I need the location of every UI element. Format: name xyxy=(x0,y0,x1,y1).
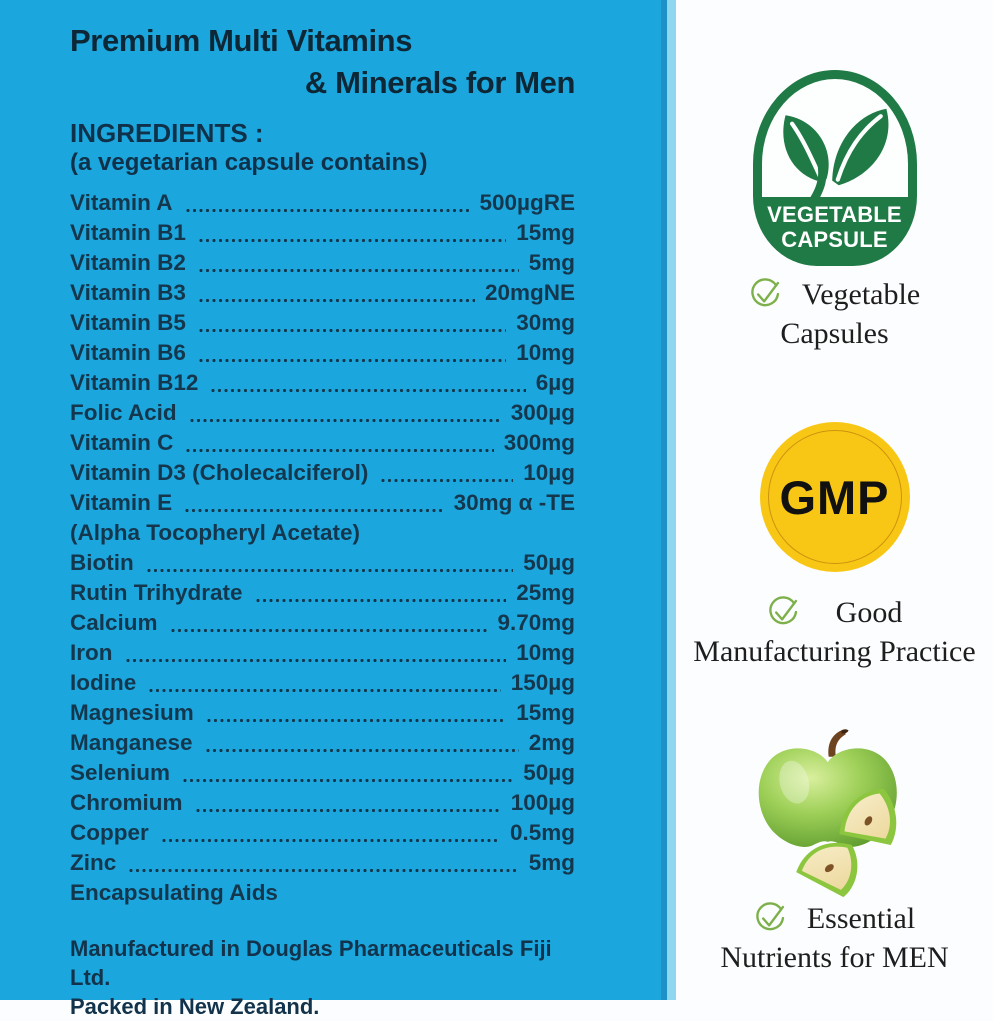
ingredient-value: 10µg xyxy=(523,460,575,486)
ingredient-row xyxy=(70,250,575,280)
ingredient-value: 10mg xyxy=(516,340,575,366)
apple-caption xyxy=(655,900,993,976)
dot-leader xyxy=(198,268,519,273)
ingredient-name: Vitamin D3 (Cholecalciferol) xyxy=(70,460,368,486)
badge-leaf-window xyxy=(762,79,908,197)
ingredient-row xyxy=(70,220,575,250)
ingredient-name: Calcium xyxy=(70,610,158,636)
ingredient-value: 300mg xyxy=(504,430,575,456)
ingredient-row xyxy=(70,820,575,850)
ingredient-row xyxy=(70,310,575,340)
ingredient-rows xyxy=(70,190,575,910)
manufacturer-line1: Manufactured in Douglas Pharmaceuticals Fiji Ltd. xyxy=(70,934,575,992)
ingredient-row xyxy=(70,340,575,370)
vegetable-capsule-badge xyxy=(753,70,917,266)
ingredient-value: 300µg xyxy=(511,400,575,426)
gmp-caption-line1: Good xyxy=(836,594,903,631)
panel-edge-light xyxy=(667,0,676,1000)
ingredient-row xyxy=(70,640,575,670)
ingredient-name: Iron xyxy=(70,640,113,666)
apple-caption-line1: Essential xyxy=(807,900,915,937)
ingredient-name: Vitamin B5 xyxy=(70,310,186,336)
ingredient-value: 6µg xyxy=(536,370,575,396)
ingredient-row xyxy=(70,430,575,460)
ingredient-value: 25mg xyxy=(516,580,575,606)
badge-column xyxy=(676,0,993,1000)
ingredient-value: 150µg xyxy=(511,670,575,696)
ingredient-row xyxy=(70,880,575,910)
check-circle-icon xyxy=(767,596,800,629)
ingredient-row xyxy=(70,760,575,790)
ingredient-name: Manganese xyxy=(70,730,193,756)
ingredient-name: Vitamin C xyxy=(70,430,173,456)
ingredient-name: Selenium xyxy=(70,760,170,786)
badge-text xyxy=(753,202,917,252)
ingredient-value: 50µg xyxy=(523,760,575,786)
dot-leader xyxy=(184,508,444,513)
gmp-caption xyxy=(655,594,993,670)
ingredient-row xyxy=(70,610,575,640)
vegetable-caption xyxy=(655,276,993,352)
ingredient-value: 2mg xyxy=(529,730,575,756)
ingredient-name: Zinc xyxy=(70,850,116,876)
ingredient-name: (Alpha Tocopheryl Acetate) xyxy=(70,520,360,546)
check-circle-icon xyxy=(749,278,782,311)
ingredient-name: Rutin Trihydrate xyxy=(70,580,243,606)
ingredient-name: Vitamin B6 xyxy=(70,340,186,366)
dot-leader xyxy=(380,478,513,483)
ingredient-name: Magnesium xyxy=(70,700,194,726)
ingredient-row xyxy=(70,370,575,400)
ingredient-value: 30mg α -TE xyxy=(454,490,575,516)
ingredient-value: 30mg xyxy=(516,310,575,336)
ingredient-row xyxy=(70,790,575,820)
leaves-icon xyxy=(763,91,907,197)
ingredient-row xyxy=(70,550,575,580)
product-title-line2: & Minerals for Men xyxy=(70,64,575,102)
dot-leader xyxy=(195,808,501,813)
apple-caption-line2: Nutrients for MEN xyxy=(655,939,993,976)
green-apple-with-slices-icon xyxy=(740,726,930,898)
ingredient-value: 9.70mg xyxy=(497,610,575,636)
ingredient-row xyxy=(70,280,575,310)
ingredient-value: 10mg xyxy=(516,640,575,666)
badge-text-line2: CAPSULE xyxy=(753,227,917,252)
ingredient-value: 5mg xyxy=(529,850,575,876)
dot-leader xyxy=(255,598,507,603)
dot-leader xyxy=(198,298,475,303)
ingredient-name: Vitamin B2 xyxy=(70,250,186,276)
dot-leader xyxy=(182,778,513,783)
dot-leader xyxy=(148,688,501,693)
dot-leader xyxy=(189,418,501,423)
ingredient-name: Vitamin A xyxy=(70,190,173,216)
ingredient-row xyxy=(70,700,575,730)
ingredient-row xyxy=(70,520,575,550)
manufacturer-note xyxy=(70,934,575,1021)
ingredient-name: Vitamin B12 xyxy=(70,370,198,396)
ingredient-name: Biotin xyxy=(70,550,134,576)
ingredient-name: Folic Acid xyxy=(70,400,177,426)
manufacturer-line2: Packed in New Zealand. xyxy=(70,992,575,1021)
dot-leader xyxy=(161,838,500,843)
ingredient-row xyxy=(70,190,575,220)
dot-leader xyxy=(210,388,525,393)
ingredient-row xyxy=(70,490,575,520)
dot-leader xyxy=(206,718,506,723)
ingredient-value: 100µg xyxy=(511,790,575,816)
dot-leader xyxy=(146,568,514,573)
dot-leader xyxy=(170,628,488,633)
dot-leader xyxy=(198,328,506,333)
product-title-line1: Premium Multi Vitamins xyxy=(70,22,575,60)
dot-leader xyxy=(125,658,507,663)
ingredient-value: 50µg xyxy=(523,550,575,576)
dot-leader xyxy=(185,448,493,453)
ingredients-heading: INGREDIENTS : xyxy=(70,118,575,148)
ingredient-row xyxy=(70,670,575,700)
gmp-caption-line2: Manufacturing Practice xyxy=(655,633,993,670)
check-circle-icon xyxy=(754,902,787,935)
ingredient-name: Vitamin E xyxy=(70,490,172,516)
vegetable-caption-line1: Vegetable xyxy=(802,276,920,313)
ingredient-name: Vitamin B1 xyxy=(70,220,186,246)
ingredient-row xyxy=(70,730,575,760)
dot-leader xyxy=(205,748,519,753)
ingredient-value: 500µgRE xyxy=(479,190,575,216)
ingredient-name: Iodine xyxy=(70,670,136,696)
dot-leader xyxy=(128,868,518,873)
badge-text-line1: VEGETABLE xyxy=(753,202,917,227)
ingredients-subheading: (a vegetarian capsule contains) xyxy=(70,148,575,178)
vegetable-caption-line2: Capsules xyxy=(655,315,993,352)
dot-leader xyxy=(198,238,506,243)
ingredient-name: Copper xyxy=(70,820,149,846)
ingredient-value: 15mg xyxy=(516,700,575,726)
ingredient-row xyxy=(70,850,575,880)
ingredient-value: 15mg xyxy=(516,220,575,246)
dot-leader xyxy=(198,358,506,363)
ingredient-value: 0.5mg xyxy=(510,820,575,846)
ingredient-value: 5mg xyxy=(529,250,575,276)
ingredient-row xyxy=(70,580,575,610)
label-content xyxy=(70,22,575,1021)
ingredient-name: Chromium xyxy=(70,790,183,816)
ingredient-value: 20mgNE xyxy=(485,280,575,306)
ingredient-name: Encapsulating Aids xyxy=(70,880,278,906)
ingredient-row xyxy=(70,460,575,490)
gmp-badge xyxy=(760,422,910,572)
ingredient-row xyxy=(70,400,575,430)
gmp-badge-text: GMP xyxy=(779,470,889,525)
ingredient-name: Vitamin B3 xyxy=(70,280,186,306)
dot-leader xyxy=(185,208,470,213)
